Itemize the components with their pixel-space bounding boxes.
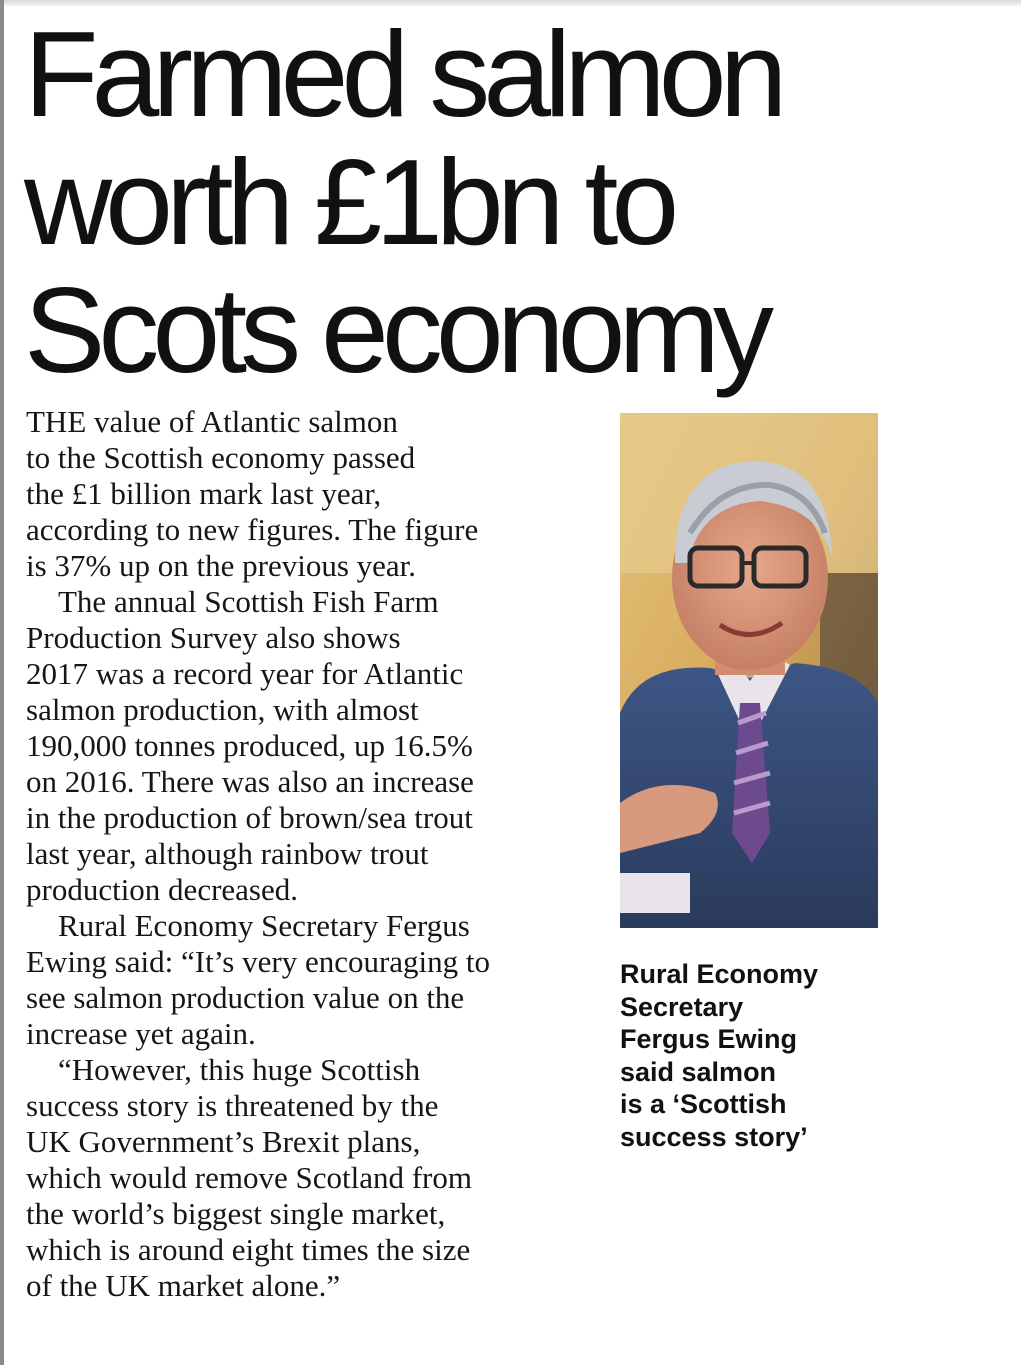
article-line: the £1 billion mark last year, — [26, 476, 382, 511]
caption-line: Secretary — [620, 991, 744, 1022]
headline — [24, 6, 1004, 398]
article-line: increase yet again. — [26, 1016, 256, 1051]
portrait-photo — [620, 413, 878, 928]
article-line: success story is threatened by the — [26, 1088, 439, 1123]
article-body — [26, 404, 596, 1304]
article-line: which would remove Scotland from — [26, 1160, 472, 1195]
article-line: Production Survey also shows — [26, 620, 401, 655]
photo-caption — [620, 958, 880, 1153]
shirt-cuff — [620, 873, 690, 913]
article-line: 190,000 tonnes produced, up 16.5% — [26, 728, 473, 763]
article-line: Rural Economy Secretary Fergus — [58, 908, 470, 943]
article-line: “However, this huge Scottish — [58, 1052, 421, 1087]
column-rule — [0, 0, 4, 1365]
article-line: salmon production, with almost — [26, 692, 419, 727]
portrait-illustration — [620, 413, 878, 928]
caption-line: is a ‘Scottish — [620, 1089, 787, 1119]
headline-line: Scots economy — [24, 262, 768, 398]
article-line: which is around eight times the size — [26, 1232, 471, 1267]
article-line: on 2016. There was also an increase — [26, 764, 474, 799]
article-line: in the production of brown/sea trout — [26, 800, 473, 835]
caption-line: Fergus Ewing — [620, 1024, 798, 1054]
headline-line: Farmed salmon — [24, 6, 781, 142]
article-line: THE value of Atlantic salmon — [26, 404, 398, 439]
article-line: The annual Scottish Fish Farm — [58, 584, 439, 619]
article-line: UK Government’s Brexit plans, — [26, 1124, 421, 1159]
article-line: according to new figures. The figure — [26, 512, 479, 547]
caption-line: success story’ — [620, 1121, 808, 1152]
caption-line: said salmon — [620, 1056, 777, 1087]
article-line: 2017 was a record year for Atlantic — [26, 656, 464, 691]
article-line: Ewing said: “It’s very encouraging to — [26, 944, 491, 979]
headline-line: worth £1bn to — [24, 134, 673, 270]
article-line: production decreased. — [26, 872, 298, 907]
article-line: to the Scottish economy passed — [26, 440, 416, 475]
article-line: last year, although rainbow trout — [26, 836, 429, 871]
article-line: the world’s biggest single market, — [26, 1196, 446, 1231]
article-line: see salmon production value on the — [26, 980, 465, 1015]
caption-line: Rural Economy — [620, 959, 819, 989]
article-line: is 37% up on the previous year. — [26, 548, 417, 583]
article-line: of the UK market alone.” — [26, 1268, 341, 1303]
